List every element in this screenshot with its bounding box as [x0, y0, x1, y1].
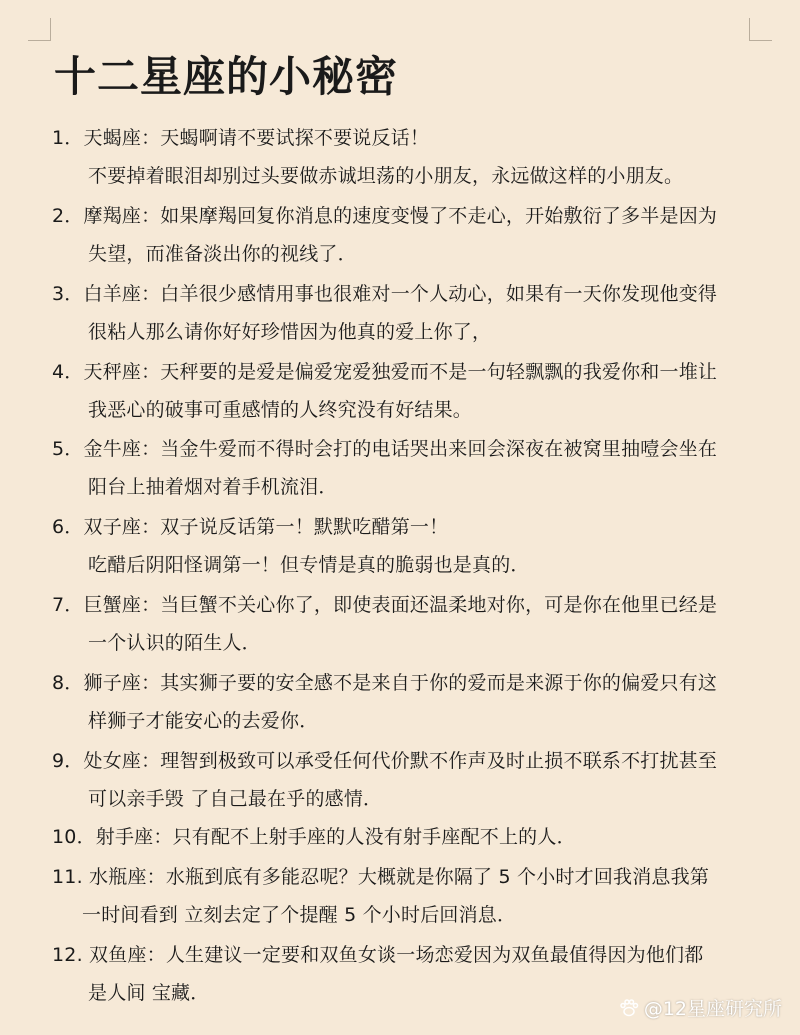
item-line: 9．处女座：理智到极致可以承受任何代价默不作声及时止损不联系不打扰甚至	[52, 750, 718, 772]
item-line: 8．狮子座：其实狮子要的安全感不是来自于你的爱而是来源于你的偏爱只有这	[52, 672, 718, 694]
watermark	[618, 994, 782, 1021]
watermark-text: @12星座研究所	[643, 998, 782, 1020]
item-line: 很粘人那么请你好好珍惜因为他真的爱上你了，	[88, 321, 492, 343]
item-line: 吃醋后阴阳怪调第一！但专情是真的脆弱也是真的．	[88, 554, 530, 576]
item-line: 一时间看到 立刻去定了个提醒 5 个小时后回消息．	[82, 904, 517, 926]
item-line: 不要掉着眼泪却别过头要做赤诚坦荡的小朋友，永远做这样的小朋友。	[88, 165, 684, 187]
corner-mark-top-left	[28, 18, 51, 41]
item-line: 12. 双鱼座：人生建议一定要和双鱼女谈一场恋爱因为双鱼最值得因为他们都	[52, 944, 704, 966]
item-line: 4．天秤座：天秤要的是爱是偏爱宠爱独爱而不是一句轻飘飘的我爱你和一堆让	[52, 361, 718, 383]
item-line: 1．天蝎座：天蝎啊请不要试探不要说反话！	[52, 127, 430, 149]
item-line: 2．摩羯座：如果摩羯回复你消息的速度变慢了不走心，开始敷衍了多半是因为	[52, 205, 718, 227]
item-line: 11. 水瓶座：水瓶到底有多能忍呢？大概就是你隔了 5 个小时才回我消息我第	[52, 866, 710, 888]
item-line: 失望，而准备淡出你的视线了．	[88, 243, 357, 265]
item-line: 阳台上抽着烟对着手机流泪．	[88, 476, 338, 498]
item-line: 是人间 宝藏．	[88, 982, 210, 1004]
item-line: 7．巨蟹座：当巨蟹不关心你了，即使表面还温柔地对你，可是你在他里已经是	[52, 594, 718, 616]
item-line: 10．射手座：只有配不上射手座的人没有射手座配不上的人．	[52, 826, 576, 848]
item-line: 3．白羊座：白羊很少感情用事也很难对一个人动心，如果有一天你发现他变得	[52, 283, 718, 305]
corner-mark-top-right	[749, 18, 772, 41]
paw-icon	[618, 997, 640, 1019]
item-line: 我恶心的破事可重感情的人终究没有好结果。	[88, 399, 473, 421]
page-title: 十二星座的小秘密	[54, 52, 399, 101]
item-line: 样狮子才能安心的去爱你．	[88, 710, 319, 732]
item-line: 6．双子座：双子说反话第一！默默吃醋第一！	[52, 516, 449, 538]
item-line: 5．金牛座：当金牛爱而不得时会打的电话哭出来回会深夜在被窝里抽噎会坐在	[52, 438, 718, 460]
item-line: 可以亲手毁 了自己最在乎的感情．	[88, 788, 383, 810]
item-line: 一个认识的陌生人．	[88, 632, 261, 654]
